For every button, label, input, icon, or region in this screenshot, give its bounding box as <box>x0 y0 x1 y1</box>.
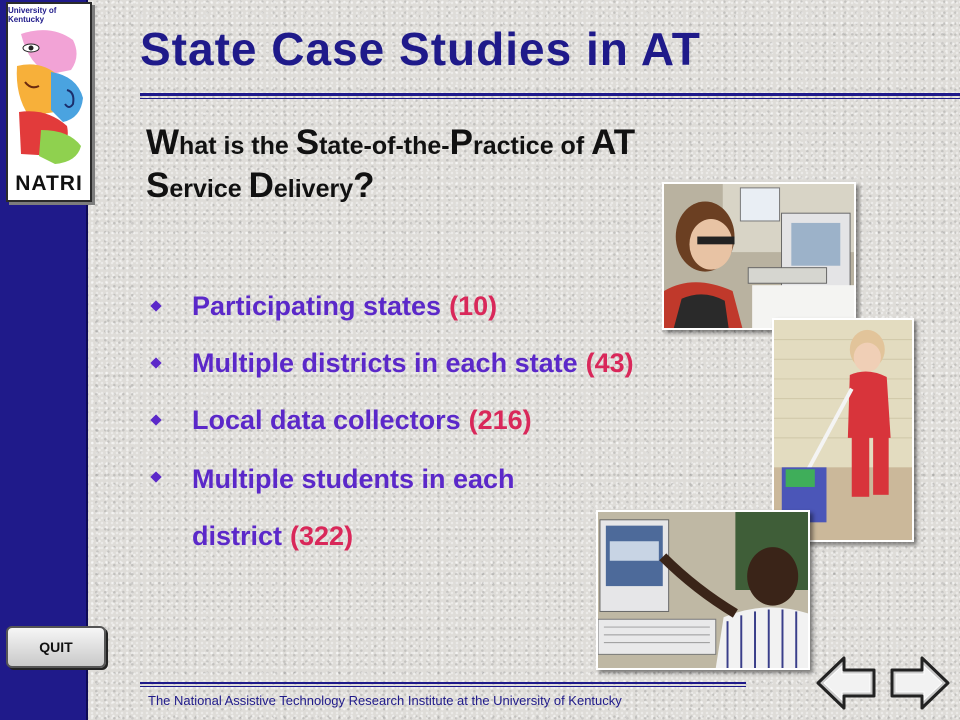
subtitle-fragment: hat is the <box>179 132 296 160</box>
footer-divider <box>140 682 746 687</box>
subtitle-cap: ? <box>353 166 375 205</box>
left-arrow-icon <box>814 652 880 714</box>
subtitle-cap: W <box>146 123 180 162</box>
bullet-label: Multiple districts in each state <box>192 348 578 378</box>
bullet-item-multiple-districts <box>148 337 768 394</box>
logo-natri-text: NATRI <box>15 172 83 195</box>
logo-university-text: University of Kentucky <box>8 6 57 24</box>
bullet-text <box>192 280 497 332</box>
bullet-count: (216) <box>468 405 532 435</box>
previous-slide-button[interactable] <box>814 652 880 714</box>
diamond-bullet-icon <box>150 414 161 425</box>
bullet-label: district <box>192 521 283 551</box>
subtitle-fragment: ervice <box>169 175 249 203</box>
photo-student-pointing-at-monitor <box>596 510 810 670</box>
bullet-text <box>192 394 532 446</box>
bullet-count: (43) <box>585 348 634 378</box>
bullet-continuation <box>192 508 515 565</box>
bullet-item-local-data-collectors <box>148 394 768 451</box>
bullet-text <box>192 451 515 565</box>
next-slide-button[interactable] <box>886 652 952 714</box>
bullet-text <box>192 337 634 389</box>
subtitle-cap: D <box>248 166 274 205</box>
logo-faces-illustration <box>11 26 89 166</box>
quit-button[interactable]: QUIT <box>6 626 106 668</box>
bullet-label: Participating states <box>192 291 442 321</box>
subtitle-cap: AT <box>591 123 636 162</box>
diamond-bullet-icon <box>150 357 161 368</box>
photo-child-with-cane <box>772 318 914 542</box>
subtitle-line-1 <box>146 116 866 173</box>
bullet-count: (10) <box>449 291 498 321</box>
title-divider <box>140 93 960 99</box>
right-arrow-icon <box>886 652 952 714</box>
diamond-bullet-icon <box>150 300 161 311</box>
bullet-label: Multiple students in each <box>192 464 515 494</box>
subtitle-fragment: elivery <box>273 175 354 203</box>
bullet-label: Local data collectors <box>192 405 461 435</box>
bullet-count: (322) <box>290 521 354 551</box>
subtitle-fragment: tate-of-the- <box>319 132 450 160</box>
photo-student-at-computer-headgear <box>662 182 856 330</box>
subtitle-cap: S <box>295 123 320 162</box>
natri-logo <box>6 2 92 202</box>
diamond-bullet-icon <box>150 471 161 482</box>
subtitle-fragment: ractice of <box>472 132 592 160</box>
subtitle-cap: S <box>146 166 170 205</box>
footer-text: The National Assistive Technology Research Institute at the University of Kentucky <box>148 693 622 708</box>
slide-title: State Case Studies in AT <box>140 23 701 75</box>
subtitle-cap: P <box>449 123 473 162</box>
